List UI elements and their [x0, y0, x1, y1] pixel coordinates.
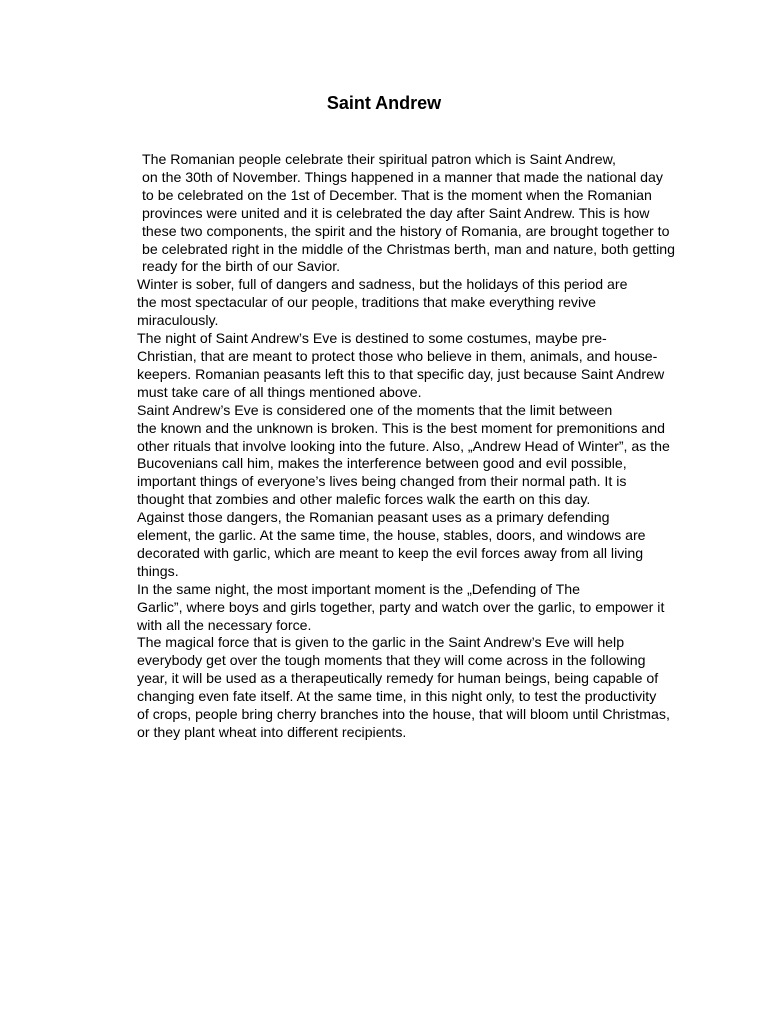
text-line: these two components, the spirit and the history of Romania, are brought together to	[142, 222, 670, 239]
text-line: Against those dangers, the Romanian peasant uses as a primary defending	[137, 509, 610, 526]
text-line: on the 30th of November. Things happened in a manner that made the national day	[142, 168, 663, 185]
text-line: be celebrated right in the middle of the Christmas berth, man and nature, both getting	[142, 240, 675, 257]
text-line: decorated with garlic, which are meant to keep the evil forces away from all living	[137, 544, 644, 561]
text-line: or they plant wheat into different recipients.	[137, 724, 407, 740]
text-line: with all the necessary force.	[137, 616, 312, 633]
text-line: Winter is sober, full of dangers and sadness, but the holidays of this period are	[137, 276, 628, 293]
text-line: ready for the birth of our Savior.	[142, 258, 341, 275]
text-line: must take care of all things mentioned above.	[137, 383, 422, 400]
document-body	[92, 151, 684, 742]
text-line: the known and the unknown is broken. This is the best moment for premonitions and	[137, 419, 665, 436]
text-line: provinces were united and it is celebrated the day after Saint Andrew. This is how	[142, 204, 650, 221]
text-line: the most spectacular of our people, traditions that make everything revive	[137, 294, 597, 311]
text-line: The Romanian people celebrate their spiritual patron which is Saint Andrew,	[142, 151, 616, 167]
body-paragraph	[92, 634, 684, 741]
text-line: to be celebrated on the 1st of December. That is the moment when the Romanian	[142, 186, 652, 203]
text-line: of crops, people bring cherry branches into the house, that will bloom until Christmas,	[137, 706, 670, 723]
text-line: element, the garlic. At the same time, the house, stables, doors, and windows are	[137, 527, 646, 544]
text-line: things.	[137, 562, 179, 579]
document-title: Saint Andrew	[326, 93, 442, 113]
body-paragraph	[92, 276, 684, 330]
text-line: The night of Saint Andrew’s Eve is destined to some costumes, maybe pre-	[137, 330, 607, 347]
text-line: The magical force that is given to the garlic in the Saint Andrew’s Eve will help	[137, 634, 625, 651]
text-line: thought that zombies and other malefic forces walk the earth on this day.	[137, 491, 591, 508]
text-line: Bucovenians call him, makes the interference between good and evil possible,	[137, 455, 627, 472]
text-line: Saint Andrew’s Eve is considered one of the moments that the limit between	[137, 401, 613, 418]
text-line: keepers. Romanian peasants left this to that specific day, just because Saint Andrew	[137, 365, 665, 382]
text-line: everybody get over the tough moments that they will come across in the following	[137, 652, 646, 669]
body-paragraph	[92, 151, 684, 276]
body-paragraph	[92, 509, 684, 581]
body-paragraph	[92, 330, 684, 402]
text-line: changing even fate itself. At the same time, in this night only, to test the productivity	[137, 688, 657, 705]
text-line: year, it will be used as a therapeutically remedy for human beings, being capable of	[137, 670, 659, 687]
text-line: In the same night, the most important moment is the „Defending of The	[137, 580, 581, 597]
body-paragraph	[92, 402, 684, 509]
text-line: important things of everyone’s lives being changed from their normal path. It is	[137, 473, 627, 490]
body-paragraph	[92, 581, 684, 635]
text-line: Christian, that are meant to protect those who believe in them, animals, and house-	[137, 347, 658, 364]
text-line: Garlic”, where boys and girls together, party and watch over the garlic, to empower it	[137, 598, 665, 615]
text-line: miraculously.	[137, 312, 219, 329]
text-line: other rituals that involve looking into the future. Also, „Andrew Head of Winter”, as the	[137, 437, 670, 454]
